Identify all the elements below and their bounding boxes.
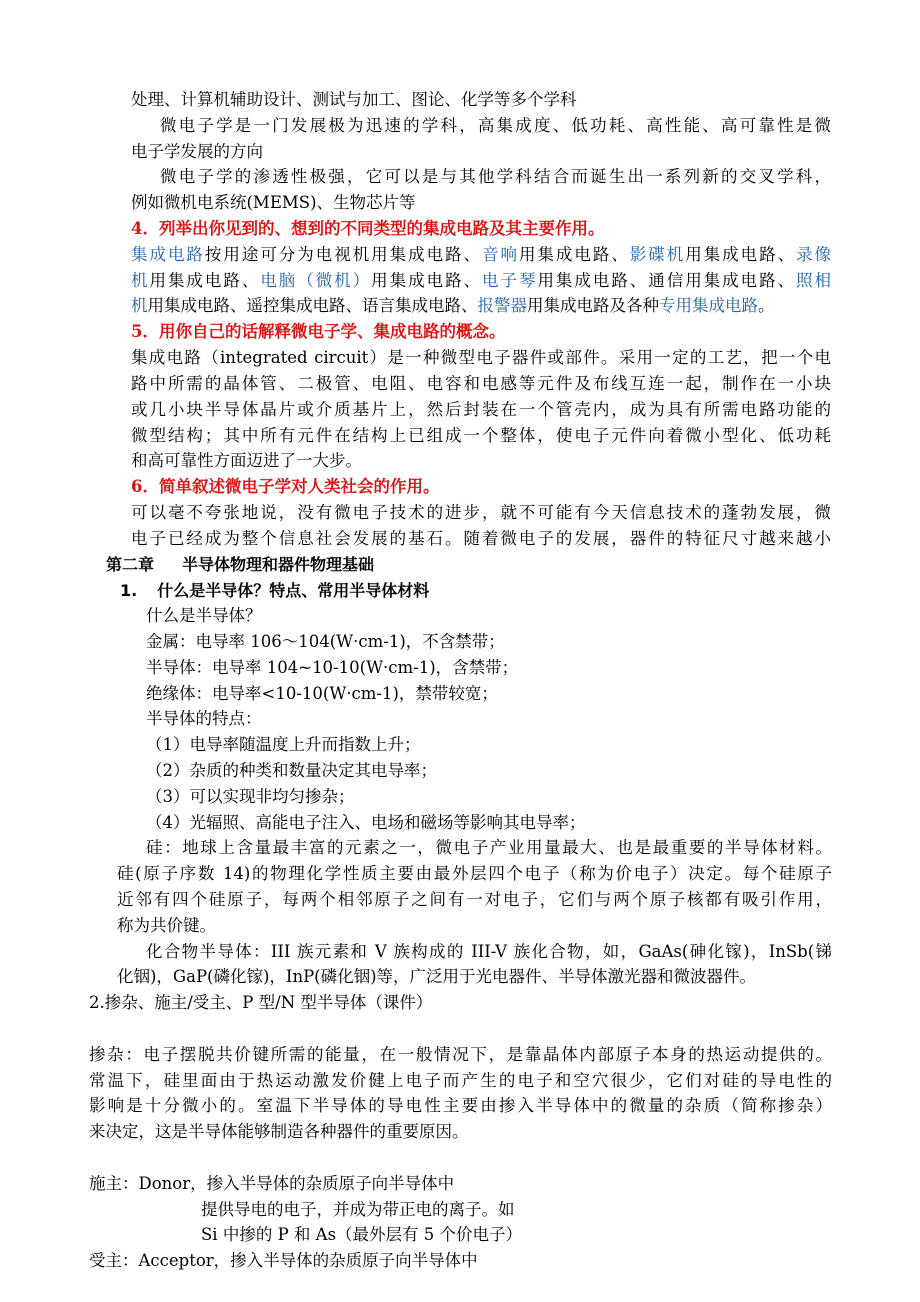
paragraph-line: 提供导电的电子，并成为带正电的离子。如 bbox=[201, 1200, 515, 1219]
paragraph-line: 来决定，这是半导体能够制造各种器件的重要原因。 bbox=[89, 1122, 469, 1141]
section-heading: 1. 什么是半导体？特点、常用半导体材料 bbox=[120, 581, 430, 600]
list-item: （1）电导率随温度上升而指数上升； bbox=[146, 735, 421, 754]
paragraph-line: 化铟)，GaP(磷化镓)，InP(磷化铟)等，广泛用于光电器件、半导体激光器和微波器件。 bbox=[117, 967, 757, 986]
question-5-title: 5．用你自己的话解释微电子学、集成电路的概念。 bbox=[131, 322, 506, 341]
link-computer[interactable]: 电脑（微机） bbox=[260, 271, 372, 290]
answer-line: 机用集成电路、遥控集成电路、语言集成电路、报警器用集成电路及各种专用集成电路。 bbox=[131, 296, 775, 315]
paragraph-line: 金属：电导率 106～104(W·cm-1)，不含禁带； bbox=[146, 632, 505, 651]
link-electronic-keyboard[interactable]: 电子琴 bbox=[482, 271, 538, 290]
link-audio[interactable]: 音响 bbox=[482, 245, 519, 264]
link-camera-cont[interactable]: 机 bbox=[131, 296, 148, 315]
link-alarm[interactable]: 报警器 bbox=[477, 296, 527, 315]
chapter-title: 半导体物理和器件物理基础 bbox=[182, 555, 375, 574]
paragraph-line: 集成电路（integrated circuit）是一种微型电子器件或部件。采用一定的工艺，把一个电 bbox=[131, 348, 831, 367]
link-camera[interactable]: 照相 bbox=[796, 271, 832, 290]
paragraph-line: 受主：Acceptor，掺入半导体的杂质原子向半导体中 bbox=[89, 1251, 478, 1270]
paragraph-line: 微电子学是一门发展极为迅速的学科，高集成度、低功耗、高性能、高可靠性是微 bbox=[160, 116, 831, 135]
chapter-heading bbox=[106, 552, 374, 578]
paragraph-line: 可以毫不夸张地说，没有微电子技术的进步，就不可能有今天信息技术的蓬勃发展，微 bbox=[131, 503, 831, 522]
paragraph-line: 和高可靠性方面迈进了一大步。 bbox=[131, 451, 362, 470]
paragraph-line: 化合物半导体：III 族元素和 V 族构成的 III-V 族化合物，如，GaAs(砷化镓)，InSb(锑 bbox=[146, 942, 832, 961]
paragraph-line: 例如微机电系统(MEMS)、生物芯片等 bbox=[131, 193, 416, 212]
paragraph-line: 半导体：电导率 104~10-10(W·cm-1)，含禁带； bbox=[146, 658, 519, 677]
paragraph-line: 近邻有四个硅原子，每两个相邻原子之间有一对电子，它们与两个原子核都有吸引作用， bbox=[117, 890, 832, 909]
paragraph-line: 施主：Donor，掺入半导体的杂质原子向半导体中 bbox=[89, 1174, 455, 1193]
link-video-recorder[interactable]: 录像 bbox=[796, 245, 832, 264]
link-disc-player[interactable]: 影碟机 bbox=[629, 245, 686, 264]
paragraph-line: 或几小块半导体晶片或介质基片上，然后封装在一个管壳内，成为具有所需电路功能的 bbox=[131, 400, 831, 419]
answer-line: 集成电路按用途可分为电视机用集成电路、音响用集成电路、影碟机用集成电路、录像 bbox=[131, 245, 832, 264]
paragraph-line: 掺杂：电子摆脱共价键所需的能量，在一般情况下，是靠晶体内部原子本身的热运动提供的。 bbox=[89, 1045, 832, 1064]
paragraph-line: 电子已经成为整个信息社会发展的基石。随着微电子的发展，器件的特征尺寸越来越小 bbox=[131, 529, 831, 548]
paragraph-line: 微型结构；其中所有元件在结构上已组成一个整体，使电子元件向着微小型化、低功耗 bbox=[131, 426, 831, 445]
paragraph-line: 电子学发展的方向 bbox=[131, 142, 263, 161]
list-item: （4）光辐照、高能电子注入、电场和磁场等影响其电导率； bbox=[146, 813, 586, 832]
section-heading-2: 2.掺杂、施主/受主、P 型/N 型半导体（课件） bbox=[89, 993, 433, 1012]
question-6-title: 6．简单叙述微电子学对人类社会的作用。 bbox=[131, 477, 440, 496]
paragraph-line: Si 中掺的 P 和 As（最外层有 5 个价电子） bbox=[201, 1225, 523, 1244]
paragraph-line: 影响是十分微小的。室温下半导体的导电性主要由掺入半导体中的微量的杂质（简称掺杂） bbox=[89, 1096, 832, 1115]
paragraph-line: 硅(原子序数 14)的物理化学性质主要由最外层四个电子（称为价电子）决定。每个硅原子 bbox=[117, 864, 832, 883]
question-4-title: 4．列举出你见到的、想到的不同类型的集成电路及其主要作用。 bbox=[131, 219, 605, 238]
paragraph-line: 什么是半导体？ bbox=[146, 606, 262, 625]
link-integrated-circuit[interactable]: 集成电路 bbox=[131, 245, 205, 264]
paragraph-line: 半导体的特点： bbox=[146, 709, 262, 728]
paragraph-line: 微电子学的渗透性极强，它可以是与其他学科结合而诞生出一系列新的交叉学科， bbox=[160, 167, 831, 186]
paragraph-line: 硅：地球上含量最丰富的元素之一，微电子产业用量最大、也是最重要的半导体材料。 bbox=[146, 838, 832, 857]
answer-line: 机用集成电路、电脑（微机）用集成电路、电子琴用集成电路、通信用集成电路、照相 bbox=[131, 271, 832, 290]
link-video-recorder-cont[interactable]: 机 bbox=[131, 271, 150, 290]
list-item: （2）杂质的种类和数量决定其电导率； bbox=[146, 761, 437, 780]
chapter-number: 第二章 bbox=[106, 555, 155, 574]
link-asic[interactable]: 专用集成电路 bbox=[659, 296, 758, 315]
list-item: （3）可以实现非均匀掺杂； bbox=[146, 787, 355, 806]
paragraph-line: 常温下，硅里面由于热运动激发价健上电子而产生的电子和空穴很少，它们对硅的导电性的 bbox=[89, 1071, 832, 1090]
paragraph-line: 绝缘体：电导率<10-10(W·cm-1)，禁带较宽； bbox=[146, 684, 498, 703]
paragraph-line: 称为共价键。 bbox=[117, 916, 216, 935]
paragraph-line: 路中所需的晶体管、二极管、电阻、电容和电感等元件及布线互连一起，制作在一小块 bbox=[131, 374, 831, 393]
paragraph-line: 处理、计算机辅助设计、测试与加工、图论、化学等多个学科 bbox=[131, 90, 577, 109]
